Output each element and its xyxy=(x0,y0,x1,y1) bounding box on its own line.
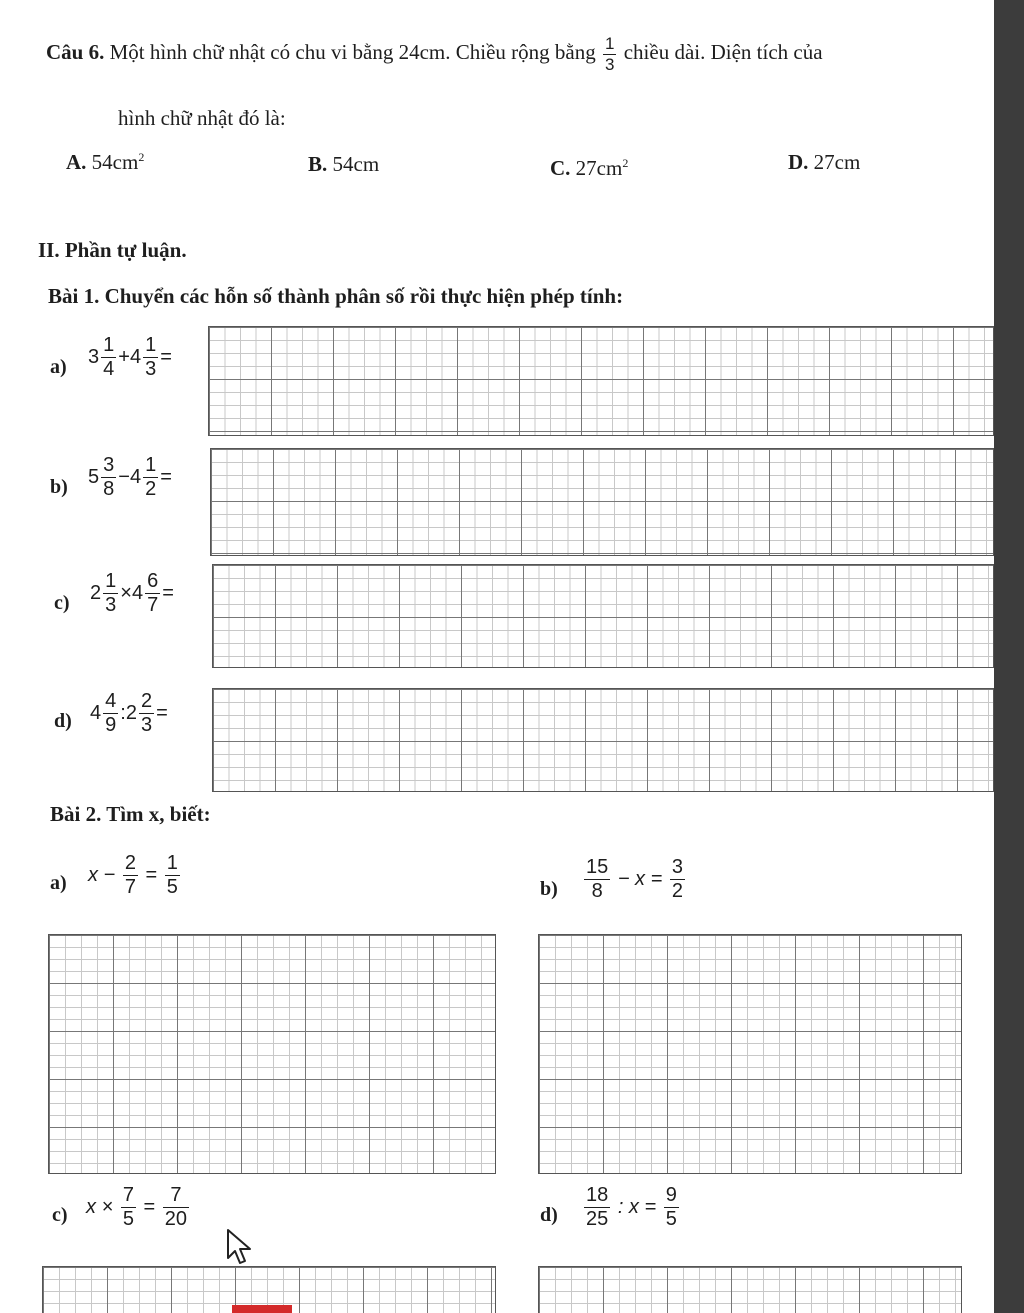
exercise-1a-label: a) xyxy=(50,356,67,378)
exercise-1d-expression: 4 $\frac{4}{9}$ :2 $\frac{2}{3}$ = xyxy=(90,690,168,736)
exercise-1b-expression: 5 $\frac{3}{8}$ −4 $\frac{1}{2}$ = xyxy=(88,454,172,500)
exercise-2b-label: b) xyxy=(540,878,558,900)
exercise-2b-expression: $\frac{15}{8}$ − x = $\frac{3}{2}$ xyxy=(586,856,683,902)
question-6 xyxy=(46,34,991,74)
exercise-2-title: Bài 2. Tìm x, biết: xyxy=(50,802,211,826)
option-d[interactable]: D. 27cm xyxy=(788,150,861,174)
exercise-1a-answer-grid[interactable] xyxy=(208,326,994,436)
exercise-2c-label: c) xyxy=(52,1204,68,1226)
exercise-2d-expression: $\frac{18}{25}$ : x = $\frac{9}{5}$ xyxy=(586,1184,677,1230)
exercise-1b-answer-grid[interactable] xyxy=(210,448,994,556)
exercise-1d-label: d) xyxy=(54,710,72,732)
exercise-2b-answer-grid[interactable] xyxy=(538,934,962,1174)
exercise-2d-label: d) xyxy=(540,1204,558,1226)
exercise-1c-expression: 2 $\frac{1}{3}$ ×4 $\frac{6}{7}$ = xyxy=(90,570,174,616)
exercise-1c-answer-grid[interactable] xyxy=(212,564,994,668)
question-6-text-after: chiều dài. Diện tích của xyxy=(623,39,823,64)
question-6-text: Một hình chữ nhật có chu vi bằng 24cm. Chiều rộng bằng xyxy=(109,39,596,64)
exercise-2c-expression: x × $\frac{7}{5}$ = $\frac{7}{20}$ xyxy=(86,1184,187,1230)
exercise-2d-answer-grid[interactable] xyxy=(538,1266,962,1313)
exercise-1-title: Bài 1. Chuyển các hỗn số thành phân số rồi thực hiện phép tính: xyxy=(48,284,624,308)
exercise-1a-expression: 3 $\frac{1}{4}$ +4 $\frac{1}{3}$ = xyxy=(88,334,172,380)
question-6-label: Câu 6. xyxy=(46,39,105,64)
page-edge-shadow xyxy=(994,0,1024,1313)
option-c[interactable]: C. $27cm^2$ xyxy=(550,156,629,180)
question-6-line2: hình chữ nhật đó là: xyxy=(118,106,286,130)
exercise-1b-label: b) xyxy=(50,476,68,498)
exercise-2a-answer-grid[interactable] xyxy=(48,934,496,1174)
mouse-pointer-icon xyxy=(226,1228,254,1268)
exercise-1c-label: c) xyxy=(54,592,70,614)
option-a[interactable]: A. $54cm^2$ xyxy=(66,150,145,174)
red-mark xyxy=(232,1305,292,1313)
exercise-1d-answer-grid[interactable] xyxy=(212,688,994,792)
part-2-title: II. Phần tự luận. xyxy=(38,238,187,262)
option-b[interactable]: B. 54cm xyxy=(308,152,380,176)
exercise-2a-label: a) xyxy=(50,872,67,894)
exercise-2a-expression: x − $\frac{2}{7}$ = $\frac{1}{5}$ xyxy=(88,852,178,898)
question-6-fraction: $\frac{1}{3}$ xyxy=(605,34,615,74)
